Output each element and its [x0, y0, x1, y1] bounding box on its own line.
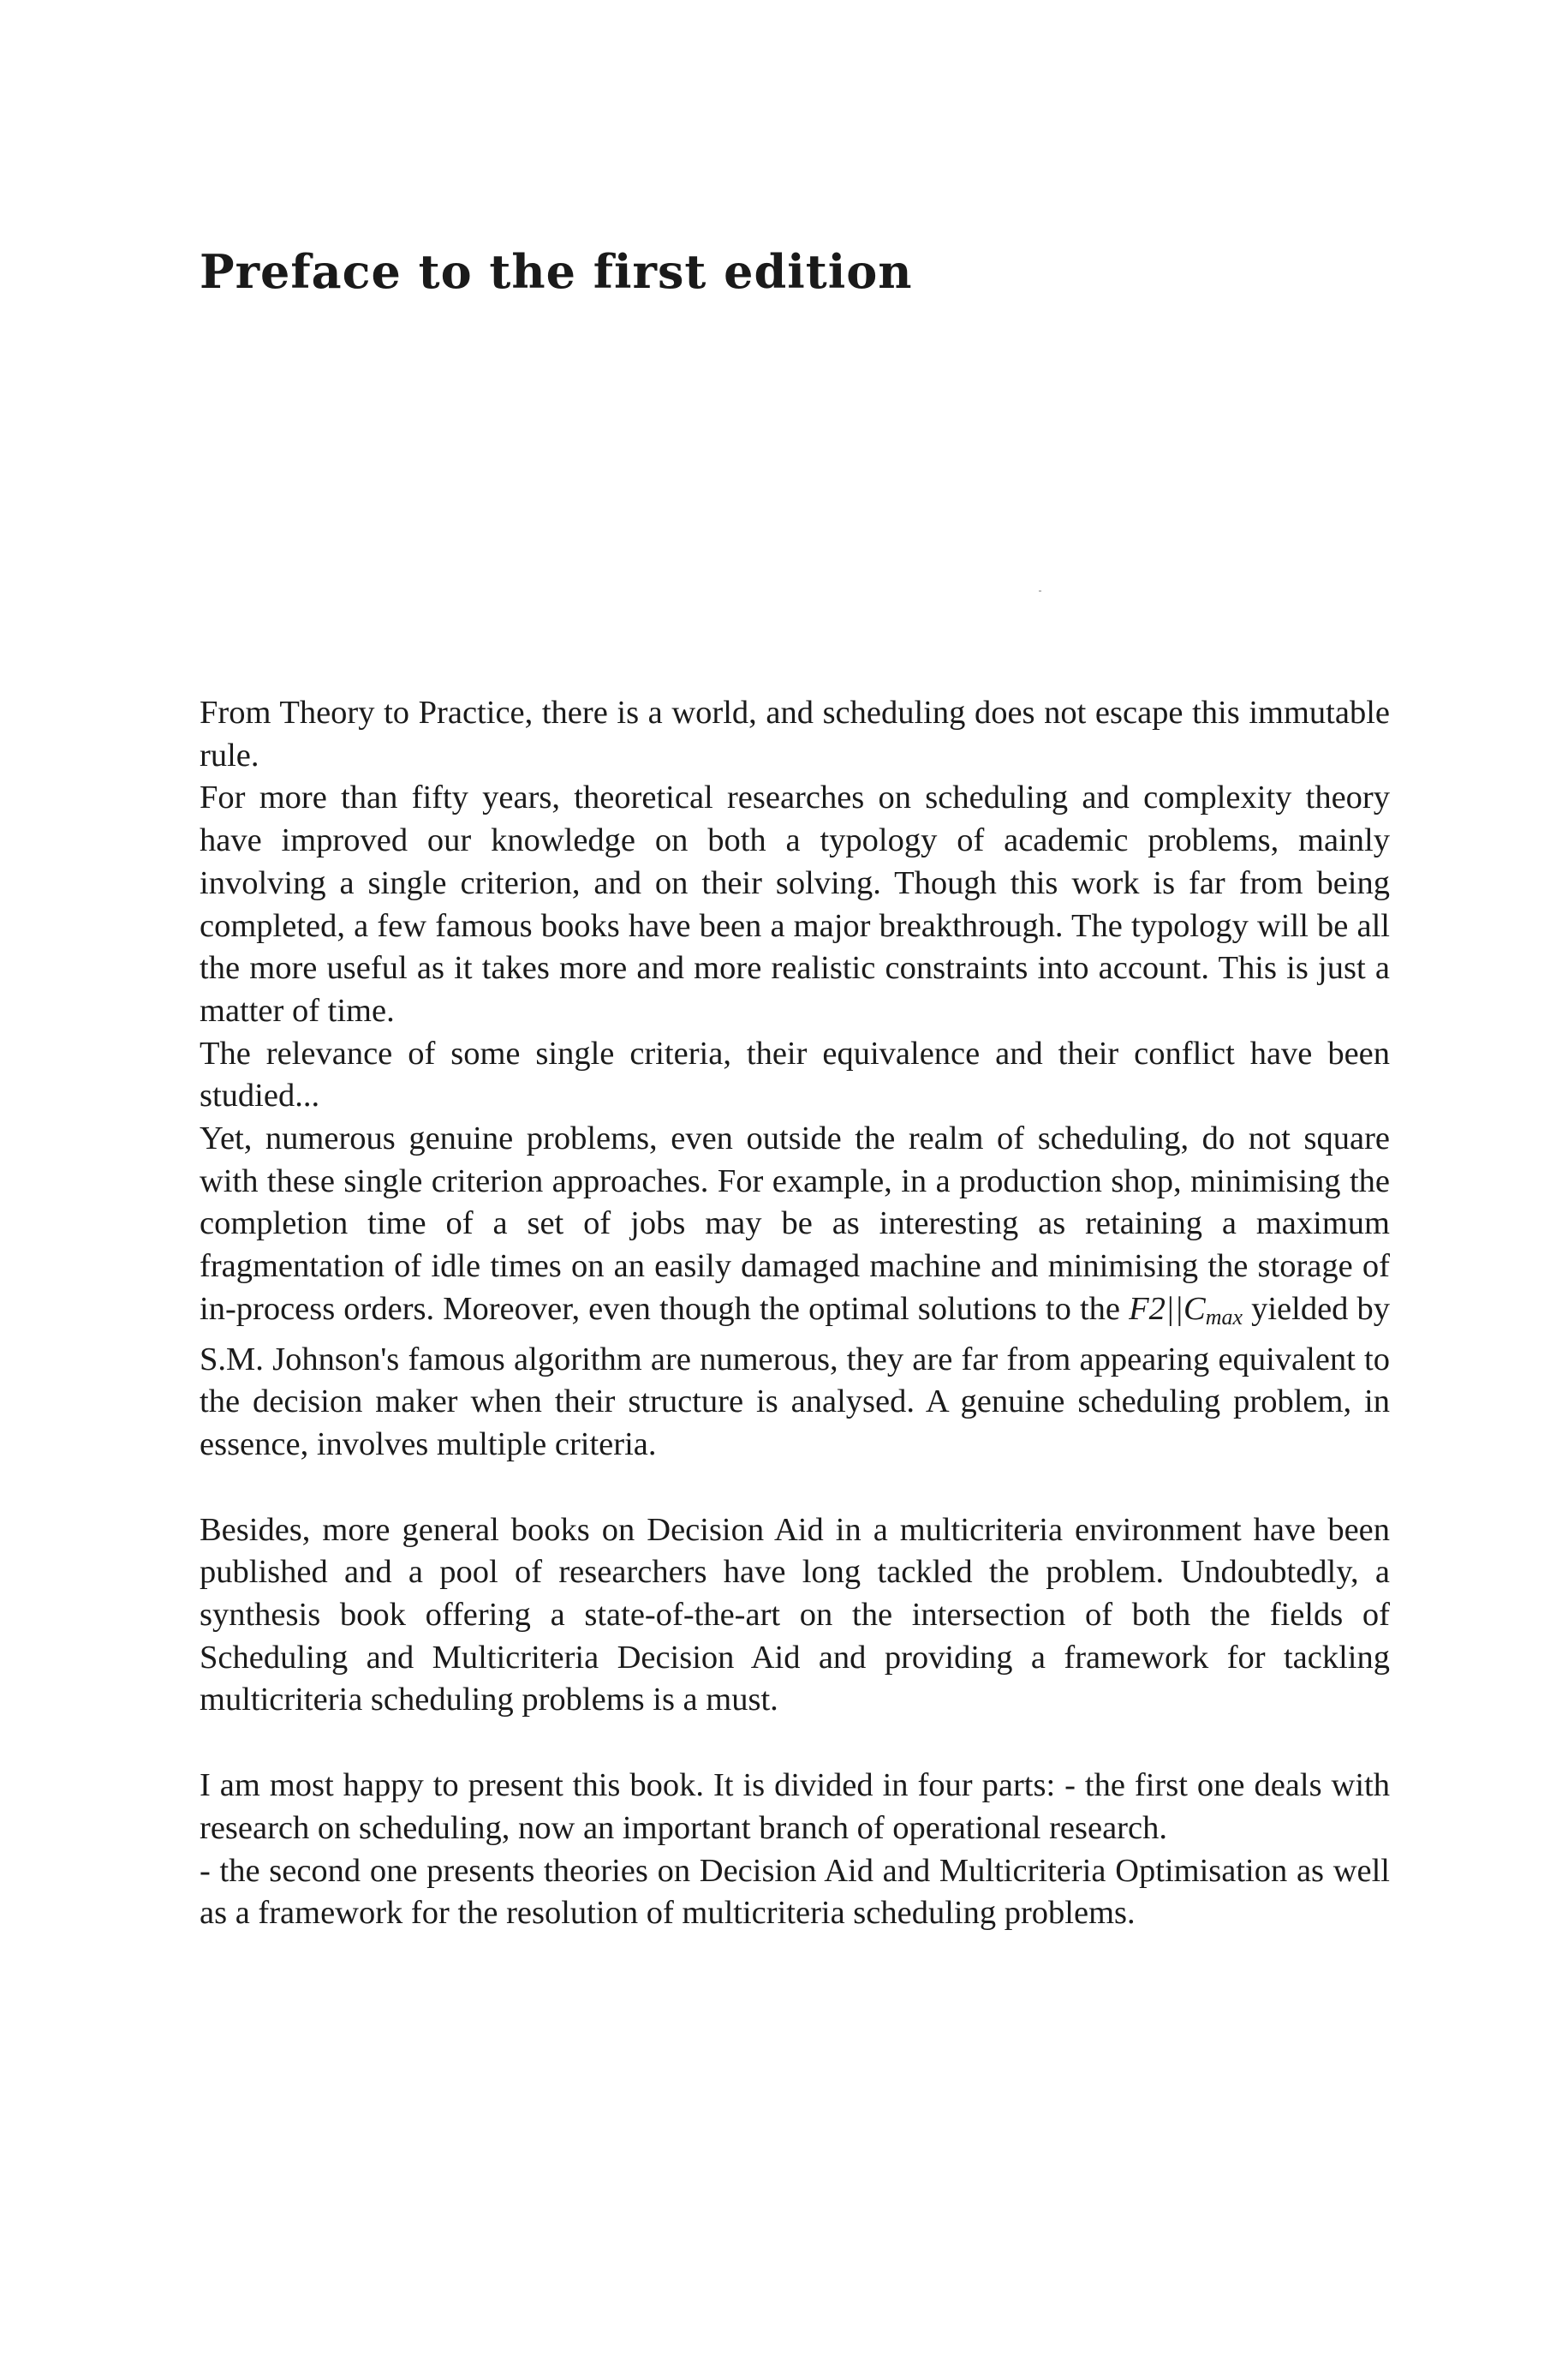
yet-text-before: Yet, numerous genuine problems, even outside the realm of scheduling, do not square with these single criterion approaches. For example, in a production shop, minimising the completion time of a set of jobs may be as interesting as retaining a maximum fragmentation of idle times on an easily damaged machine and minimising the storage of in-process orders. Moreover, even though the optimal solutions to the [200, 1120, 1390, 1327]
paragraph-relevance: The relevance of some single criteria, their equivalence and their conflict have been studied... [200, 1035, 1390, 1114]
paragraph-decision-aid-books: Besides, more general books on Decision Aid in a multicriteria environment have been published and a pool of researchers have long tackled the problem. Undoubtedly, a synthesis book offering a state-of-the-art on the intersection of both the fields of Scheduling and Multicriteria Decision Aid and providing a framework for tackling multicriteria scheduling problems is a must. [200, 1511, 1390, 1718]
preface-body [200, 692, 1390, 1935]
yet-text-after: yielded by S.M. Johnson's famous algorithm are numerous, they are far from appearing equivalent to the decision maker when their structure is analysed. A genuine scheduling problem, in essence, involves multiple criteria. [200, 1290, 1390, 1462]
paragraph-book-parts: I am most happy to present this book. It is divided in four parts: - the first one deals with research on scheduling, now an important branch of operational research. [200, 1767, 1390, 1846]
math-subscript: max [1205, 1304, 1243, 1329]
scan-speck [1039, 590, 1041, 592]
paragraph-theory-practice: From Theory to Practice, there is a world, and scheduling does not escape this immutable rule. [200, 695, 1390, 774]
page-title: Preface to the first edition [200, 244, 913, 299]
math-notation [1129, 1291, 1243, 1327]
paragraph-second-part: - the second one presents theories on Decision Aid and Multicriteria Optimisation as well as a framework for the resolution of multicriteria scheduling problems. [200, 1852, 1390, 1932]
paragraph-genuine-problems [200, 1118, 1390, 1467]
paragraph-fifty-years: For more than fifty years, theoretical researches on scheduling and complexity theory have improved our knowledge on both a typology of academic problems, mainly involving a single criterion, and on their solving. Though this work is far from being completed, a few famous books have been a major breakthrough. The typology will be all the more useful as it takes more and more realistic constraints into account. This is just a matter of time. [200, 780, 1390, 1029]
math-main: F2||C [1129, 1290, 1206, 1327]
